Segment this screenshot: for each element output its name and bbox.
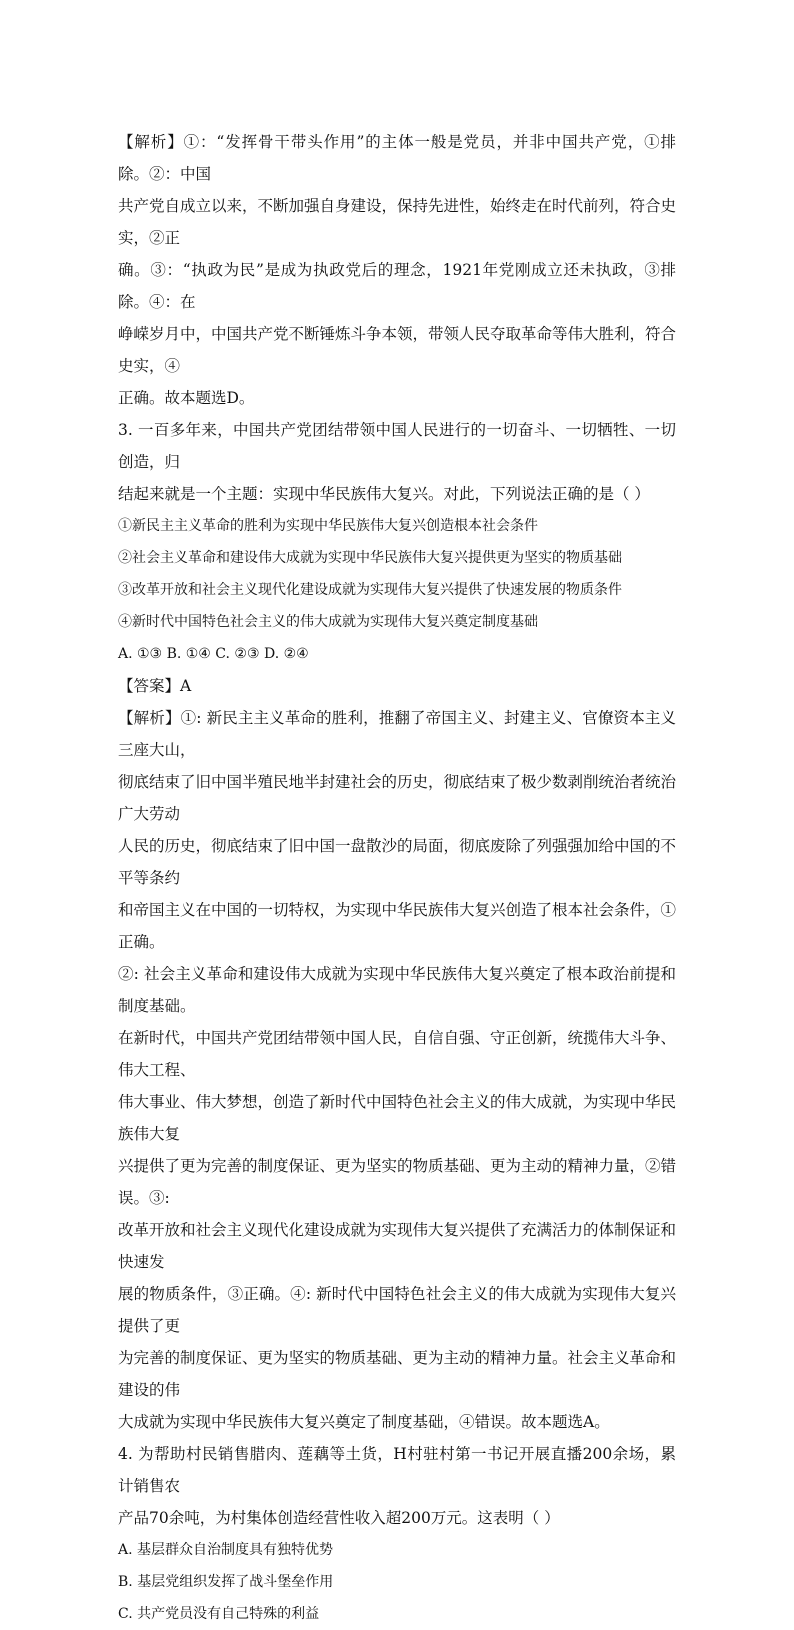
q3-statement-2: ②社会主义革命和建设伟大成就为实现中华民族伟大复兴提供更为坚实的物质基础 xyxy=(118,550,622,566)
q3-analysis-line-10: 展的物质条件，③正确。④: 新时代中国特色社会主义的伟大成就为实现伟大复兴提供了更 xyxy=(118,1285,676,1335)
q3-analysis-line-12: 大成就为实现中华民族伟大复兴奠定了制度基础，④错误。故本题选A。 xyxy=(118,1413,610,1431)
q2-analysis xyxy=(118,126,676,414)
q4-option-b: B. 基层党组织发挥了战斗堡垒作用 xyxy=(118,1574,334,1590)
q3-analysis-line-3: 人民的历史，彻底结束了旧中国一盘散沙的局面，彻底废除了列强强加给中国的不平等条约 xyxy=(118,837,677,887)
q4-stem-line-2: 产品70余吨，为村集体创造经营性收入超200万元。这表明（ ） xyxy=(118,1509,560,1527)
q3-statement-4: ④新时代中国特色社会主义的伟大成就为实现伟大复兴奠定制度基础 xyxy=(118,614,538,630)
q3-analysis-line-2: 彻底结束了旧中国半殖民地半封建社会的历史，彻底结束了极少数剥削统治者统治广大劳动 xyxy=(118,773,677,823)
q3-analysis-line-8: 兴提供了更为完善的制度保证、更为坚实的物质基础、更为主动的精神力量，②错误。③: xyxy=(118,1157,677,1207)
q3-statement-1: ①新民主主义革命的胜利为实现中华民族伟大复兴创造根本社会条件 xyxy=(118,518,538,534)
q3-analysis-line-9: 改革开放和社会主义现代化建设成就为实现伟大复兴提供了充满活力的体制保证和快速发 xyxy=(118,1221,677,1271)
q2-analysis-line-5: 正确。故本题选D。 xyxy=(118,389,255,407)
q3-analysis-line-1: 【解析】①: 新民主主义革命的胜利，推翻了帝国主义、封建主义、官僚资本主义三座大山， xyxy=(118,709,676,759)
q4-option-a: A. 基层群众自治制度具有独特优势 xyxy=(118,1542,334,1558)
q3-analysis-line-7: 伟大事业、伟大梦想，创造了新时代中国特色社会主义的伟大成就，为实现中华民族伟大复 xyxy=(118,1093,677,1143)
question-3 xyxy=(118,414,676,1438)
document-page xyxy=(118,126,676,1630)
q3-analysis-line-5: ②: 社会主义革命和建设伟大成就为实现中华民族伟大复兴奠定了根本政治前提和制度基础。 xyxy=(118,965,676,1015)
q3-statement-3: ③改革开放和社会主义现代化建设成就为实现伟大复兴提供了快速发展的物质条件 xyxy=(118,582,622,598)
q2-analysis-line-2: 共产党自成立以来，不断加强自身建设，保持先进性，始终走在时代前列，符合史实，②正 xyxy=(118,197,677,247)
question-4 xyxy=(118,1438,676,1630)
q2-analysis-line-1: 【解析】①：“发挥骨干带头作用”的主体一般是党员，并非中国共产党，①排除。②：中国 xyxy=(118,133,676,183)
q3-stem-line-1: 3. 一百多年来，中国共产党团结带领中国人民进行的一切奋斗、一切牺牲、一切创造，归 xyxy=(118,421,676,471)
q3-analysis-line-6: 在新时代，中国共产党团结带领中国人民，自信自强、守正创新，统揽伟大斗争、伟大工程、 xyxy=(118,1029,677,1079)
q2-analysis-line-3: 确。③：“执政为民”是成为执政党后的理念，1921年党刚成立还未执政，③排除。④：在 xyxy=(118,261,676,311)
q4-option-c: C. 共产党员没有自己特殊的利益 xyxy=(118,1606,320,1622)
q3-analysis-line-4: 和帝国主义在中国的一切特权，为实现中华民族伟大复兴创造了根本社会条件，①正确。 xyxy=(118,901,677,951)
q4-stem-line-1: 4. 为帮助村民销售腊肉、莲藕等土货，H村驻村第一书记开展直播200余场，累计销售农 xyxy=(118,1445,676,1495)
q3-analysis-line-11: 为完善的制度保证、更为坚实的物质基础、更为主动的精神力量。社会主义革命和建设的伟 xyxy=(118,1349,677,1399)
q3-options: A. ①③ B. ①④ C. ②③ D. ②④ xyxy=(118,646,309,662)
q3-stem-line-2: 结起来就是一个主题：实现中华民族伟大复兴。对此，下列说法正确的是（ ） xyxy=(118,485,650,503)
q2-analysis-line-4: 峥嵘岁月中，中国共产党不断锤炼斗争本领，带领人民夺取革命等伟大胜利，符合史实，④ xyxy=(118,325,677,375)
q3-answer: 【答案】A xyxy=(118,677,192,695)
